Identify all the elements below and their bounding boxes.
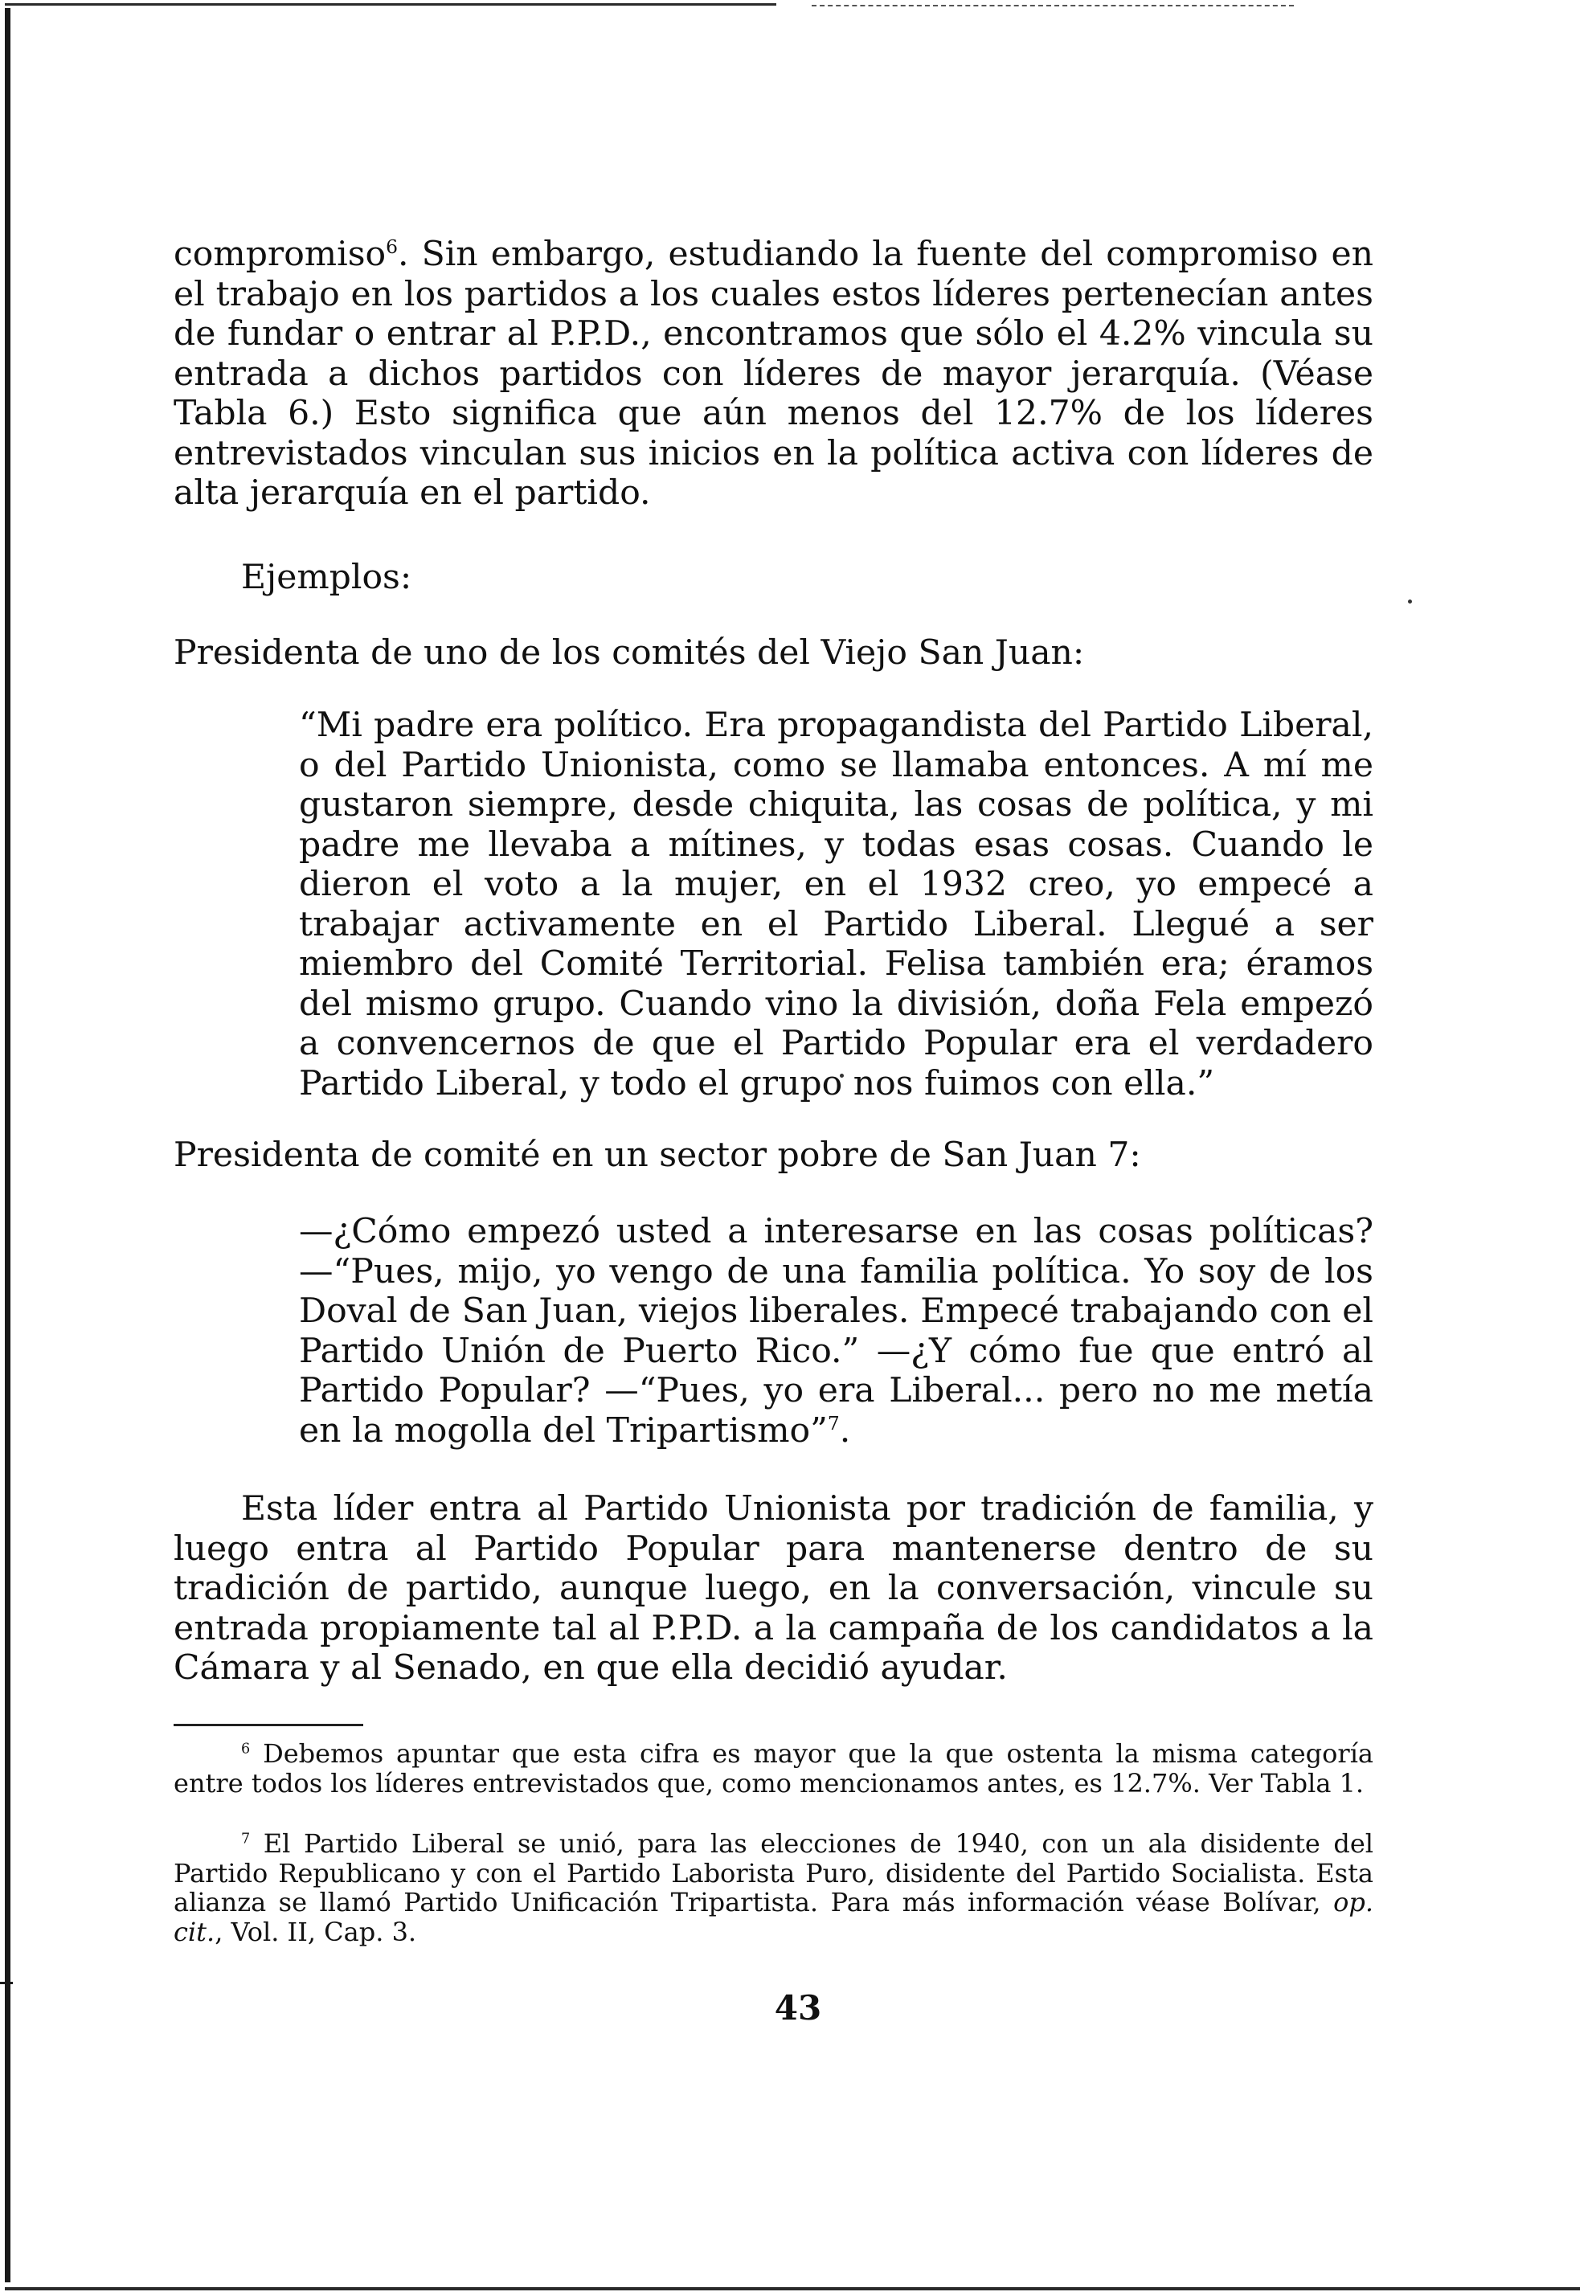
footnote-separator [174, 1724, 363, 1726]
intro-paragraph [174, 235, 1373, 514]
footnote-7 [174, 1829, 1373, 1946]
speaker-heading-1: Presidenta de uno de los comités del Viejo San Juan: [174, 633, 1085, 673]
footnote-ref-6: 6 [386, 235, 398, 258]
ejemplos-label: Ejemplos: [241, 558, 412, 597]
scan-edge-top-dash [812, 5, 1294, 6]
footnote-6 [174, 1739, 1373, 1798]
scan-edge-top [5, 3, 776, 6]
scan-edge-left [5, 8, 10, 2282]
footnote-7-text-end: , Vol. II, Cap. 3. [215, 1916, 417, 1947]
footnote-7-text-start: El Partido Liberal se unió, para las elecciones de 1940, con un ala disidente del Partido Republicano y con el Partido Laborista Puro, disidente del Partido Socialista. Esta alianza se llamó Partido Unificación Tripartista. Para más información véase Bolívar, [174, 1828, 1373, 1917]
footnote-ref-7: 7 [827, 1411, 840, 1434]
intro-text-start: compromiso [174, 235, 387, 274]
quote-2-end: . [839, 1410, 851, 1451]
block-quote-2 [299, 1212, 1373, 1451]
footnote-6-number: 6 [241, 1741, 251, 1758]
intro-text-end: . Sin embargo, estudiando la fuente del compromiso en el trabajo en los partidos a los cuales estos líderes pertenecían antes de fundar o entrar al P.P.D., encontramos que sólo el 4.2% vincula su entrada a dichos partidos con líderes de mayor jerarquía. (Véase Tabla 6.) Esto significa que aún menos del 12.7% de los líderes entrevistados vinculan sus inicios en la política activa con líderes de alta jerarquía en el partido. [174, 235, 1373, 513]
footnote-6-text: Debemos apuntar que esta cifra es mayor que la que ostenta la misma categoría entre todos los líderes entrevistados que, como mencionamos antes, es 12.7%. Ver Tabla 1. [174, 1738, 1373, 1799]
scan-edge-left-tick [0, 1982, 13, 1984]
block-quote-1: “Mi padre era político. Era propagandista del Partido Liberal, o del Partido Unionista, como se llamaba entonces. A mí me gustaron siempre, desde chiquita, las cosas de política, y mi padre me llevaba a mítines, y todas esas cosas. Cuando le dieron el voto a la mujer, en el 1932 creo, yo empecé a trabajar activamente en el Partido Liberal. Llegué a ser miembro del Comité Territorial. Felisa también era; éramos del mismo grupo. Cuando vino la división, doña Fela empezó a convencernos de que el Partido Popular era el verdadero Partido Liberal, y todo el grupo nos fuimos con ella.” [299, 706, 1373, 1103]
scan-speck [1408, 600, 1412, 604]
quote-2-text: —¿Cómo empezó usted a interesarse en las cosas políticas? —“Pues, mijo, yo vengo de una familia política. Yo soy de los Doval de San Juan, viejos liberales. Empecé trabajando con el Partido Unión de Puerto Rico.” —¿Y cómo fue que entró al Partido Popular? —“Pues, yo era Liberal... pero no me metía en la mogolla del Tripartismo” [299, 1212, 1373, 1451]
speaker-heading-2: Presidenta de comité en un sector pobre de San Juan 7: [174, 1136, 1141, 1175]
footnote-7-italic: op. cit. [174, 1887, 1373, 1947]
footnote-7-number: 7 [241, 1831, 251, 1848]
scan-edge-bottom [5, 2287, 1580, 2290]
analysis-paragraph: Esta líder entra al Partido Unionista por tradición de familia, y luego entra al Partido Popular para mantenerse dentro de su tradición de partido, aunque luego, en la conversación, vincule su entrada propiamente tal al P.P.D. a la campaña de los candidatos a la Cámara y al Senado, en que ella decidió ayudar. [174, 1489, 1373, 1688]
page-number: 43 [774, 1988, 822, 2028]
